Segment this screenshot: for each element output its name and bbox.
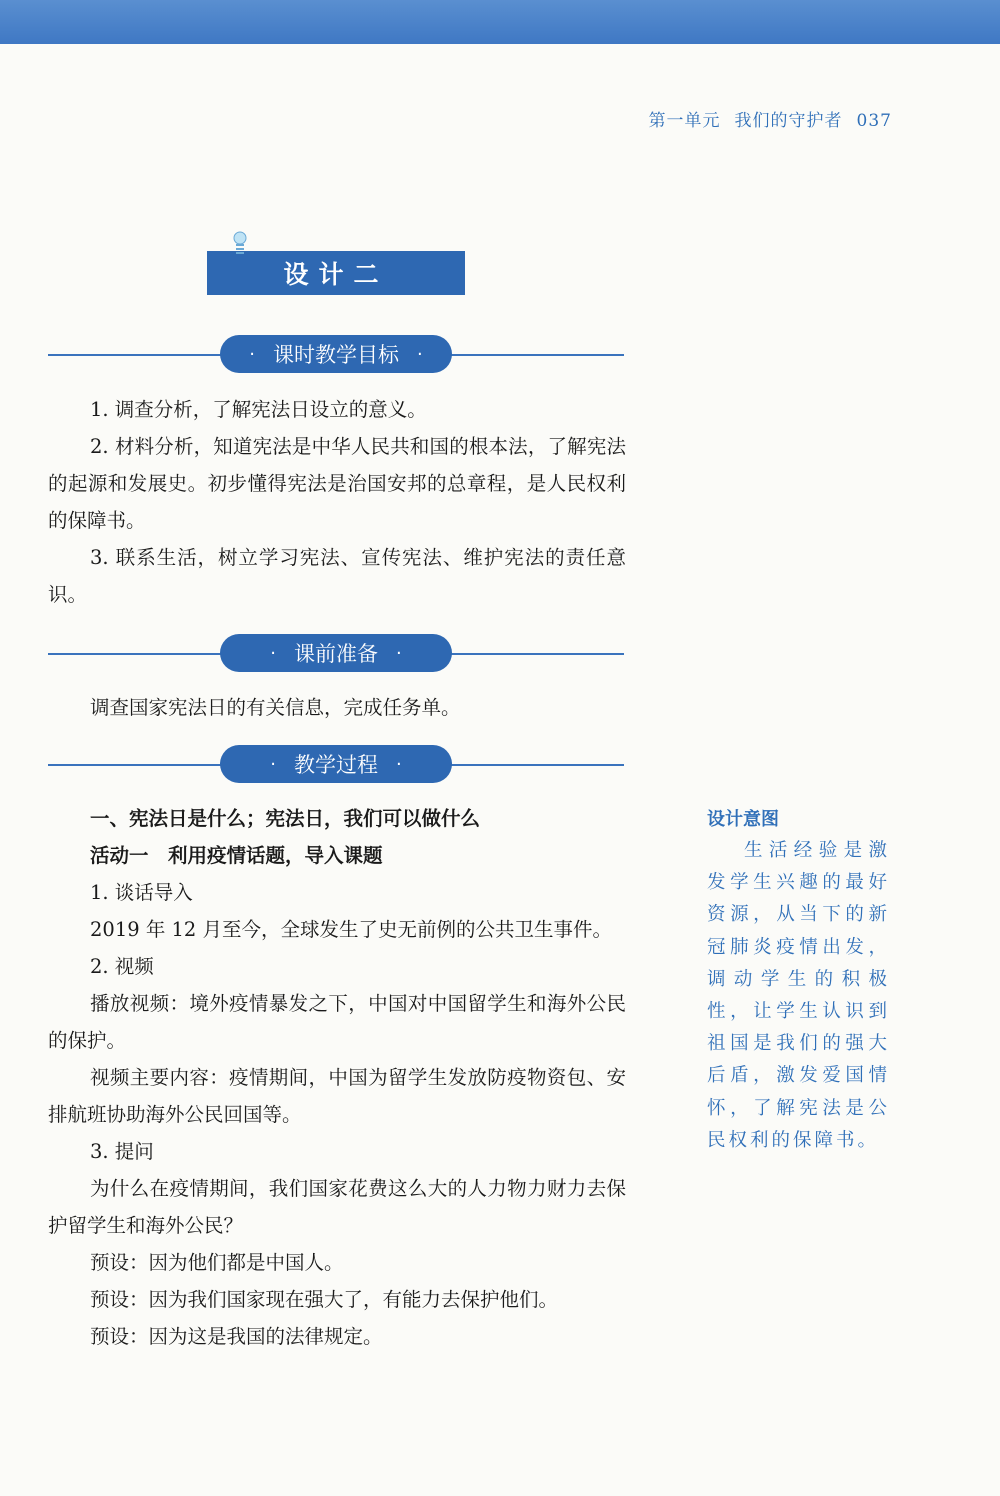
paragraph: 为什么在疫情期间，我们国家花费这么大的人力物力财力去保护留学生和海外公民？	[48, 1177, 626, 1237]
step-label: 1. 谈话导入	[90, 881, 193, 904]
step-label: 3. 提问	[90, 1140, 154, 1163]
unit-label: 第一单元	[648, 111, 721, 131]
design-title: 设计二	[207, 251, 465, 295]
section-goals	[48, 335, 624, 375]
process-heading: 一、宪法日是什么；宪法日，我们可以做什么	[90, 807, 481, 830]
process-content	[48, 800, 626, 1355]
preset-answer: 预设：因为我们国家现在强大了，有能力去保护他们。	[90, 1288, 559, 1311]
paragraph: 2019 年 12 月至今，全球发生了史无前例的公共卫生事件。	[90, 918, 613, 941]
page-number: 037	[856, 111, 892, 131]
section-process	[48, 745, 624, 785]
preset-answer: 预设：因为他们都是中国人。	[90, 1251, 344, 1274]
goal-item: 2. 材料分析，知道宪法是中华人民共和国的根本法，了解宪法的起源和发展史。初步懂得宪法是治国安邦的总章程，是人民权利的保障书。	[48, 435, 626, 532]
sidebar-title: 设计意图	[707, 809, 779, 830]
lightbulb-icon	[233, 231, 247, 259]
prep-text-block	[48, 689, 626, 726]
paragraph: 视频主要内容：疫情期间，中国为留学生发放防疫物资包、安排航班协助海外公民回国等。	[48, 1066, 626, 1126]
unit-title: 我们的守护者	[734, 111, 843, 131]
section-title: 课前准备	[294, 642, 378, 666]
section-pill: · 教学过程 ·	[220, 745, 452, 783]
preset-answer: 预设：因为这是我国的法律规定。	[90, 1325, 383, 1348]
section-pill: · 课时教学目标 ·	[220, 335, 452, 373]
prep-text: 调查国家宪法日的有关信息，完成任务单。	[90, 696, 461, 719]
goal-item: 3. 联系生活，树立学习宪法、宣传宪法、维护宪法的责任意识。	[48, 546, 626, 606]
goal-item: 1. 调查分析，了解宪法日设立的意义。	[90, 398, 427, 421]
step-label: 2. 视频	[90, 955, 154, 978]
running-head	[635, 106, 892, 131]
activity-heading: 活动一 利用疫情话题，导入课题	[90, 844, 383, 867]
paragraph: 播放视频：境外疫情暴发之下，中国对中国留学生和海外公民的保护。	[48, 992, 626, 1052]
section-prep	[48, 634, 624, 674]
section-title: 课时教学目标	[273, 343, 399, 367]
section-pill: · 课前准备 ·	[220, 634, 452, 672]
goals-list	[48, 391, 626, 613]
section-title: 教学过程	[294, 753, 378, 777]
design-title-block	[207, 243, 465, 295]
sidebar-body: 生活经验是激发学生兴趣的最好资源，从当下的新冠肺炎疫情出发，调动学生的积极性，让学生认识到祖国是我们的强大后盾，激发爱国情怀，了解宪法是公民权利的保障书。	[707, 840, 890, 1151]
top-color-band	[0, 0, 1000, 44]
